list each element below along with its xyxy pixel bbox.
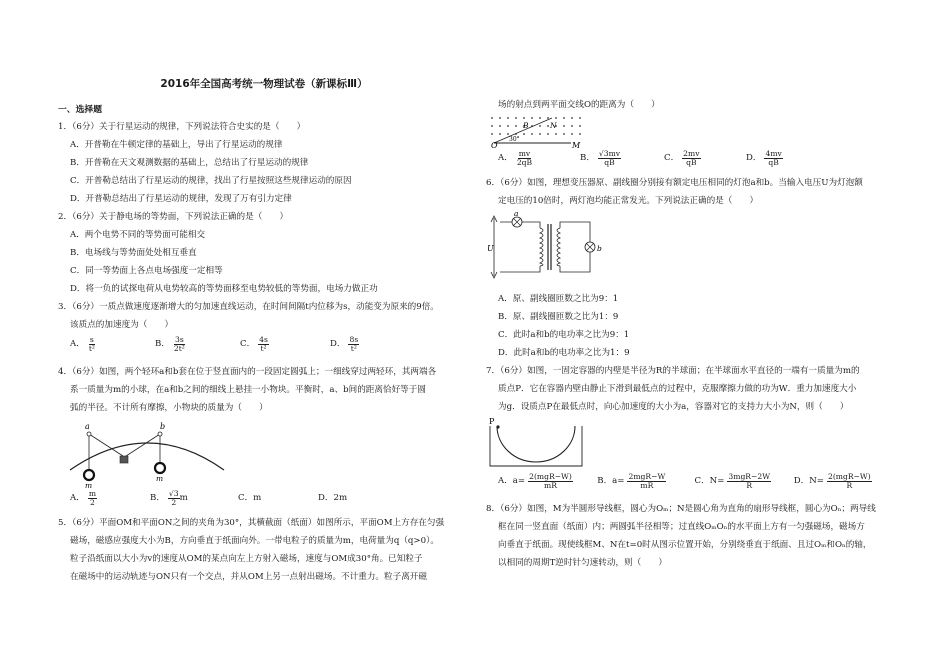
numerator: m xyxy=(88,489,97,498)
option-prefix: C．N= xyxy=(694,476,725,487)
numerator: 3s xyxy=(175,335,184,344)
question-6-line-2: 定电压的10倍时，两灯泡均能正常发光。下列说法正确的是（ ） xyxy=(498,196,759,206)
question-4-option-b xyxy=(150,490,238,507)
fraction xyxy=(88,336,96,353)
ring-a xyxy=(87,432,91,436)
label-b: b xyxy=(597,244,602,253)
field-dot xyxy=(515,125,517,127)
numerator: 2(mgR−W) xyxy=(529,472,572,481)
question-7-line-1: 7．（6分）如图，一固定容器的内壁是半径为R的半球面；在半球面水平直径的一端有一质量为m的 xyxy=(486,366,860,376)
question-5-option-d xyxy=(746,150,828,167)
denominator: 2qB xyxy=(516,157,533,167)
small-block xyxy=(120,456,128,463)
option-label: A． xyxy=(70,493,85,504)
field-dot xyxy=(491,125,493,127)
question-3-option-a xyxy=(70,336,155,353)
question-7-option-d xyxy=(794,473,893,490)
label-m: M xyxy=(572,141,581,148)
field-dot xyxy=(539,125,541,127)
question-3-option-b xyxy=(155,336,240,353)
field-dot xyxy=(531,117,533,119)
denominator: t² xyxy=(350,343,357,353)
question-6-line-1: 6．（6分）如图，理想变压器原、副线圈分别接有额定电压相同的灯泡a和b。当输入电压U为灯泡额 xyxy=(486,178,863,188)
field-dot xyxy=(539,133,541,135)
option-text: m xyxy=(253,493,262,504)
question-3-stem-line-2: 该质点的加速度为（ ） xyxy=(70,320,174,330)
denominator: 2t² xyxy=(173,343,185,353)
option-label: C． xyxy=(664,153,680,164)
question-7-line-3: 为g．设质点P在最低点时，向心加速度的大小为a，容器对它的支持力大小为N，则（ ） xyxy=(498,402,849,412)
question-4-options xyxy=(70,490,465,507)
ring-b xyxy=(158,432,162,436)
question-7-figure-hemisphere xyxy=(486,416,586,470)
question-5-figure-magnetic-field xyxy=(486,114,596,148)
denominator: t² xyxy=(88,343,95,353)
fraction xyxy=(516,150,533,167)
question-2-stem: 2．（6分）关于静电场的等势面，下列说法正确的是（ ） xyxy=(58,212,289,222)
numerator: s xyxy=(89,335,94,344)
denominator: t² xyxy=(260,343,267,353)
question-5-options xyxy=(498,150,893,167)
question-3-stem-line-1: 3．（6分）一质点做速度逐渐增大的匀加速直线运动，在时间间隔t内位移为s，动能变为原来的9倍。 xyxy=(58,302,439,312)
question-5-option-a xyxy=(498,150,580,167)
field-dot xyxy=(491,117,493,119)
option-label: B． xyxy=(155,339,170,350)
label-n: N xyxy=(550,121,557,130)
question-2-option-c: C．同一等势面上各点电场强度一定相等 xyxy=(70,266,223,276)
option-label: C． xyxy=(240,339,256,350)
question-4-stem-line-2: 系一质量为m的小球，在a和b之间的细线上悬挂一小物块。平衡时，a、b间的距离恰好等于圆 xyxy=(70,385,426,395)
field-dots xyxy=(491,117,581,135)
question-4-option-c xyxy=(238,493,318,504)
option-label: A． xyxy=(70,339,85,350)
denominator: mR xyxy=(640,480,654,490)
label-b: b xyxy=(160,422,166,431)
option-label: A． xyxy=(498,153,513,164)
string-to-block-right xyxy=(126,434,160,456)
question-5-line-1: 5．（6分）平面OM和平面ON之间的夹角为30°，其横截面（纸面）如图所示，平面OM上方存在匀强 xyxy=(58,518,445,528)
fraction xyxy=(528,473,573,490)
question-8-line-2: 框在同一竖直面（纸面）内；两圆弧半径相等；过直线OₘOₙ的水平面上方有一匀强磁场，磁场方 xyxy=(498,522,865,532)
question-3-option-d xyxy=(330,336,415,353)
ball-right xyxy=(155,463,165,473)
exam-title: 2016年全国高考统一物理试卷（新课标Ⅲ） xyxy=(160,78,368,90)
denominator: 2 xyxy=(171,497,177,507)
option-suffix: m xyxy=(179,493,188,504)
field-dot xyxy=(523,133,525,135)
question-5-line-2: 磁场，磁感应强度大小为B，方向垂直于纸面向外。一带电粒子的质量为m，电荷量为q（q>0）。 xyxy=(70,536,439,546)
question-6-option-d: D．此时a和b的电功率之比为1：9 xyxy=(498,348,630,358)
numerator: √3mv xyxy=(598,149,621,158)
field-dot xyxy=(563,133,565,135)
question-5-line-5: 场的射点到两平面交线O的距离为（ ） xyxy=(498,100,660,110)
section-heading-choice: 一、选择题 xyxy=(58,105,102,115)
field-dot xyxy=(507,125,509,127)
numerator: 2mv xyxy=(683,149,700,158)
option-label: B． xyxy=(580,153,595,164)
option-label: D． xyxy=(746,153,762,164)
question-6-figure-transformer xyxy=(486,208,606,284)
option-prefix: A．a= xyxy=(498,476,526,487)
option-prefix: B．a= xyxy=(597,476,625,487)
question-4-stem-line-3: 弧的半径。不计所有摩擦，小物块的质量为（ ） xyxy=(70,403,268,413)
question-2-option-d: D．将一负的试探电荷从电势较高的等势面移至电势较低的等势面，电场力做正功 xyxy=(70,284,378,294)
fixed-arc xyxy=(70,443,224,470)
question-7-option-c xyxy=(695,473,794,490)
question-4-stem-line-1: 4．（6分）如图，两个轻环a和b套在位于竖直面内的一段固定圆弧上；一细线穿过两轻环，其两端各 xyxy=(58,367,437,377)
denominator: R xyxy=(746,480,753,490)
field-dot xyxy=(579,117,581,119)
fraction xyxy=(682,150,700,167)
field-dot xyxy=(499,117,501,119)
numerator: 2(mgR−W) xyxy=(827,472,871,481)
field-dot xyxy=(507,117,509,119)
label-a: a xyxy=(85,422,90,431)
question-3-option-c xyxy=(240,336,330,353)
denominator: qB xyxy=(768,157,779,167)
denominator: R xyxy=(846,480,853,490)
denominator: mR xyxy=(544,480,557,490)
field-dot xyxy=(515,117,517,119)
field-dot xyxy=(579,133,581,135)
field-dot xyxy=(491,133,493,135)
question-1-stem: 1．（6分）关于行星运动的规律，下列说法符合史实的是（ ） xyxy=(58,122,306,132)
fraction xyxy=(168,490,180,507)
question-4-figure-arc-rings xyxy=(68,418,228,488)
question-8-line-4: 以相同的周期T逆时针匀速转动，则（ ） xyxy=(498,558,668,568)
field-dot xyxy=(571,117,573,119)
fraction xyxy=(258,336,269,353)
question-1-option-b: B．开普勒在天文观测数据的基础上，总结出了行星运动的规律 xyxy=(70,158,309,168)
numerator: 2mgR−W xyxy=(628,472,666,481)
question-1-option-c: C．开普勒总结出了行星运动的规律，找出了行星按照这些规律运动的原因 xyxy=(70,176,352,186)
option-text: 2m xyxy=(333,493,348,504)
label-b: B xyxy=(523,121,529,130)
fraction xyxy=(88,490,97,507)
ball-left xyxy=(84,470,94,480)
primary-coil xyxy=(540,228,543,266)
question-1-option-d: D．开普勒总结出了行星运动的规律，发现了万有引力定律 xyxy=(70,194,292,204)
field-dot xyxy=(547,117,549,119)
fraction xyxy=(173,336,186,353)
question-8-line-1: 8．（6分）如图，M为半圆形导线框，圆心为Oₘ；N是圆心角为直角的扇形导线框，圆心为Oₙ；两导线 xyxy=(486,504,876,514)
question-5-line-4: 在磁场中的运动轨迹与ON只有一个交点，并从OM上另一点射出磁场。不计重力。粒子离开磁 xyxy=(70,572,427,582)
hemisphere-surface xyxy=(497,426,575,462)
fraction xyxy=(627,473,666,490)
secondary-wire-top xyxy=(560,222,590,242)
option-label: D． xyxy=(318,493,334,504)
field-dot xyxy=(563,125,565,127)
question-1-option-a: A．开普勒在牛顿定律的基础上，导出了行星运动的规律 xyxy=(70,140,283,150)
question-8-line-3: 向垂直于纸面。现使线框M、N在t=0时从图示位置开始，分别绕垂直于纸面、且过Oₘ和Oₙ的轴， xyxy=(498,540,872,550)
numerator: 3mgR−2W xyxy=(728,472,771,481)
label-angle: 30° xyxy=(509,136,520,143)
label-p: P xyxy=(489,417,495,426)
field-dot xyxy=(539,117,541,119)
question-2-option-b: B．电场线与等势面处处相互垂直 xyxy=(70,248,197,258)
numerator: 4mv xyxy=(765,149,782,158)
question-7-options xyxy=(498,473,893,490)
particle-p xyxy=(496,425,499,428)
primary-wire-bottom xyxy=(500,266,540,272)
question-4-option-a xyxy=(70,490,150,507)
field-dot xyxy=(579,125,581,127)
question-5-option-c xyxy=(664,150,746,167)
fraction xyxy=(764,150,782,167)
label-m-left: m xyxy=(85,481,93,488)
label-a: a xyxy=(514,209,519,218)
question-3-options xyxy=(70,336,465,353)
numerator: mv xyxy=(518,149,531,158)
field-dot xyxy=(531,133,533,135)
denominator: qB xyxy=(604,157,615,167)
question-6-option-a: A．原、副线圈匝数之比为9：1 xyxy=(498,294,619,304)
label-o: O xyxy=(491,141,498,148)
numerator: 8s xyxy=(349,335,359,344)
option-label: C． xyxy=(238,493,254,504)
string-to-block-left xyxy=(89,434,123,456)
field-dot xyxy=(555,133,557,135)
field-dot xyxy=(499,125,501,127)
question-6-option-c: C．此时a和b的电功率之比为9：1 xyxy=(498,330,630,340)
label-u: U xyxy=(487,244,494,253)
field-dot xyxy=(571,125,573,127)
option-prefix: D．N= xyxy=(793,476,824,487)
field-dot xyxy=(523,117,525,119)
field-dot xyxy=(555,117,557,119)
fraction xyxy=(827,473,872,490)
field-dot xyxy=(547,125,549,127)
question-2-option-a: A．两个电势不同的等势面可能相交 xyxy=(70,230,206,240)
option-label: D． xyxy=(330,339,346,350)
option-label: B． xyxy=(150,493,165,504)
denominator: 2 xyxy=(89,497,95,507)
secondary-coil xyxy=(557,228,560,266)
question-5-option-b xyxy=(580,150,664,167)
question-4-option-d xyxy=(318,493,398,504)
fraction xyxy=(727,473,771,490)
numerator: 4s xyxy=(259,335,268,344)
question-6-option-b: B．原、副线圈匝数之比为1：9 xyxy=(498,312,619,322)
question-7-line-2: 质点P．它在容器内壁由静止下滑到最低点的过程中，克服摩擦力做的功为W．重力加速度大小 xyxy=(498,384,857,394)
question-7-option-b xyxy=(597,473,694,490)
question-5-line-3: 粒子沿纸面以大小为v的速度从OM的某点向左上方射入磁场，速度与OM成30°角。已知粒子 xyxy=(70,554,423,564)
label-m-right: m xyxy=(156,474,164,483)
denominator: qB xyxy=(686,157,697,167)
fraction xyxy=(348,336,359,353)
field-dot xyxy=(571,133,573,135)
field-dot xyxy=(507,133,509,135)
numerator: √3 xyxy=(168,489,179,498)
field-dot xyxy=(563,117,565,119)
question-7-option-a xyxy=(498,473,597,490)
fraction xyxy=(598,150,621,167)
secondary-wire-bottom xyxy=(560,252,590,272)
field-dot xyxy=(499,133,501,135)
field-dot xyxy=(547,133,549,135)
